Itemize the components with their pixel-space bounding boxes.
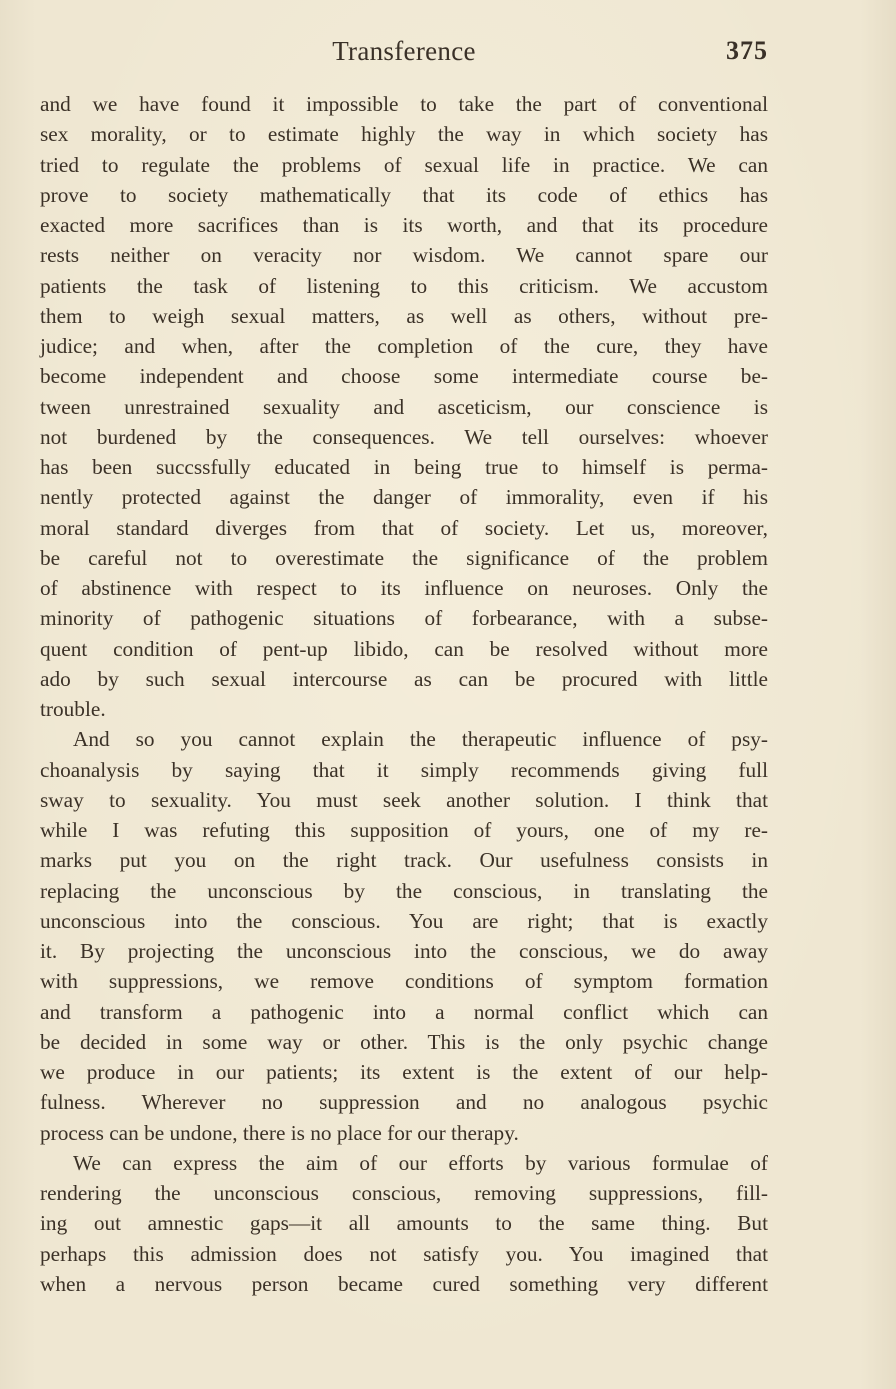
- text-line: judice; and when, after the completion of the cure, they have: [40, 334, 768, 358]
- text-line: them to weigh sexual matters, as well as others, without pre-: [40, 303, 768, 328]
- text-line: perhaps this admission does not satisfy you. You imagined that: [40, 1241, 768, 1266]
- text-line: choanalysis by saying that it simply recommends giving full: [40, 757, 768, 782]
- page-number: 375: [726, 36, 768, 65]
- text-line: fulness. Wherever no suppression and no analogous psychic: [40, 1090, 768, 1115]
- text-line: tween unrestrained sexuality and asceticism, our conscience is: [40, 394, 768, 419]
- text-line: unconscious into the conscious. You are right; that is exactly: [40, 908, 768, 933]
- text-line: has been succssfully educated in being true to himself is perma-: [40, 455, 768, 479]
- text-line: and transform a pathogenic into a normal conflict which can: [40, 999, 768, 1024]
- text-line: nently protected against the danger of immorality, even if his: [40, 485, 768, 510]
- text-line: moral standard diverges from that of society. Let us, moreover,: [40, 515, 768, 540]
- chapter-title: Transference: [332, 36, 476, 66]
- text-line: process can be undone, there is no place for our therapy.: [40, 1120, 519, 1145]
- paragraph: [40, 724, 768, 1148]
- text-line: sex morality, or to estimate highly the way in which society has: [40, 122, 768, 147]
- text-line: sway to sexuality. You must seek another solution. I think that: [40, 787, 768, 812]
- text-line: We can express the aim of our efforts by various formulae of: [73, 1150, 768, 1175]
- text-line: marks put you on the right track. Our usefulness consists in: [40, 848, 768, 873]
- text-line: quent condition of pent-up libido, can be resolved without more: [40, 636, 768, 661]
- text-line: of abstinence with respect to its influence on neuroses. Only the: [40, 576, 768, 600]
- running-head: [40, 34, 768, 74]
- text-line: replacing the unconscious by the conscious, in translating the: [40, 878, 768, 903]
- text-line: ing out amnestic gaps—it all amounts to the same thing. But: [40, 1211, 768, 1236]
- text-line: minority of pathogenic situations of forbearance, with a subse-: [40, 606, 768, 631]
- text-line: trouble.: [40, 697, 106, 721]
- paragraph: [40, 1148, 768, 1299]
- text-line: while I was refuting this supposition of yours, one of my re-: [40, 818, 768, 842]
- paragraph: [40, 89, 768, 724]
- text-line: when a nervous person became cured something very different: [40, 1271, 768, 1296]
- text-line: and we have found it impossible to take the part of conventional: [40, 92, 768, 116]
- body-text: [40, 89, 768, 1299]
- text-line: patients the task of listening to this criticism. We accustom: [40, 273, 768, 298]
- text-line: ado by such sexual intercourse as can be procured with little: [40, 666, 768, 691]
- text-line: tried to regulate the problems of sexual life in practice. We can: [40, 152, 768, 177]
- text-line: with suppressions, we remove conditions of symptom formation: [40, 969, 768, 994]
- text-line: And so you cannot explain the therapeutic influence of psy-: [73, 727, 768, 752]
- text-line: rendering the unconscious conscious, removing suppressions, fill-: [40, 1181, 768, 1205]
- text-line: it. By projecting the unconscious into the conscious, we do away: [40, 939, 768, 963]
- text-line: exacted more sacrifices than is its worth, and that its procedure: [40, 213, 768, 237]
- text-line: rests neither on veracity nor wisdom. We cannot spare our: [40, 243, 768, 268]
- text-line: become independent and choose some intermediate course be-: [40, 364, 768, 389]
- text-line: be careful not to overestimate the significance of the problem: [40, 545, 768, 570]
- text-line: be decided in some way or other. This is the only psychic change: [40, 1029, 768, 1054]
- text-line: not burdened by the consequences. We tell ourselves: whoever: [40, 424, 768, 449]
- text-line: we produce in our patients; its extent is the extent of our help-: [40, 1060, 768, 1084]
- text-line: prove to society mathematically that its code of ethics has: [40, 182, 768, 207]
